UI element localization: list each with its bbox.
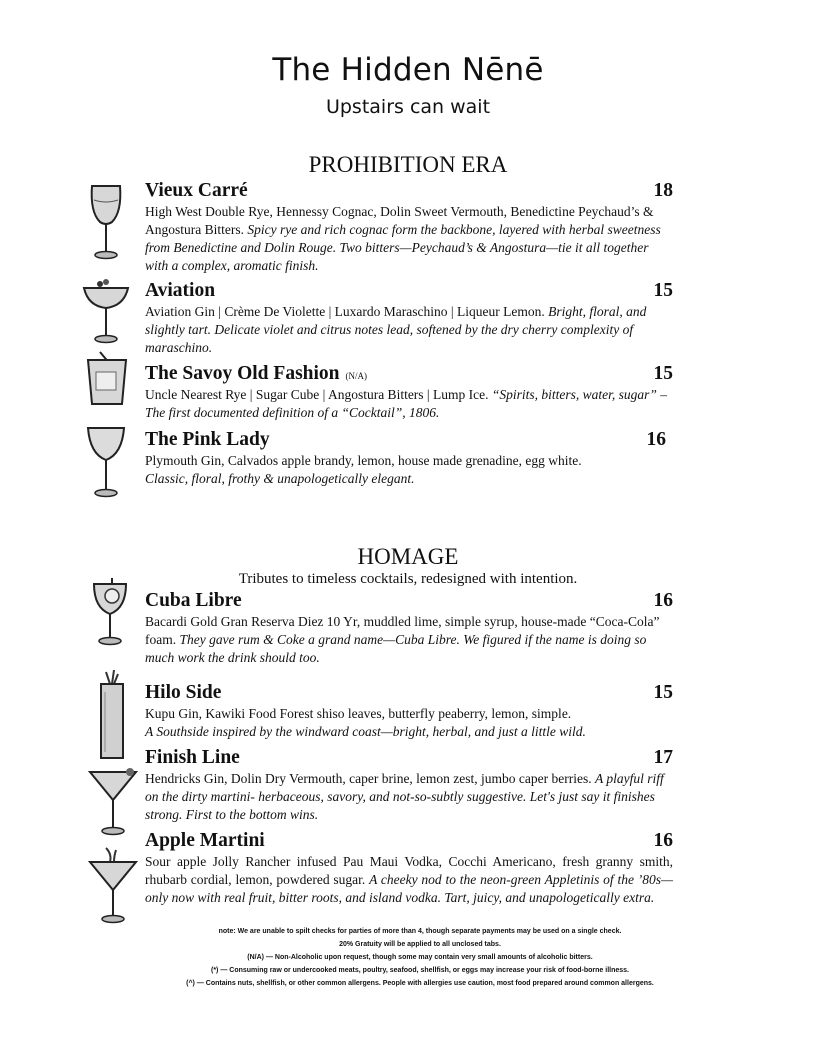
menu-item-apple-martini xyxy=(145,830,673,907)
item-ingredients: Plymouth Gin, Calvados apple brandy, lemon, house made grenadine, egg white. xyxy=(145,453,582,468)
apple-martini-glass-icon xyxy=(86,846,140,926)
menu-item-finish-line xyxy=(145,747,673,824)
item-price: 18 xyxy=(653,180,673,201)
cocktail-glass-icon xyxy=(82,424,130,500)
section-title-homage: HOMAGE xyxy=(357,544,459,569)
menu-item-aviation xyxy=(145,280,673,357)
item-name: The Savoy Old Fashion xyxy=(145,363,340,384)
note-gratuity: 20% Gratuity will be applied to all unclosed tabs. xyxy=(339,941,501,948)
item-description: A cheeky nod to the neon-green Appletinis of the ’80s—only now with real fruit, bitter roots, and island vodka. Tart, juicy, and unapologetically extra. xyxy=(145,872,674,905)
collins-glass-icon xyxy=(96,670,128,762)
item-ingredients: Bacardi Gold Gran Reserva Diez 10 Yr, muddled lime, simple syrup, house-made “Coca-Cola” foam. xyxy=(145,614,660,647)
section-title-prohibition: PROHIBITION ERA xyxy=(308,152,508,177)
item-ingredients: Aviation Gin | Crème De Violette | Luxardo Maraschino | Liqueur Lemon. xyxy=(145,304,545,319)
item-name: Apple Martini xyxy=(145,830,265,851)
restaurant-title: The Hidden Nēnē xyxy=(272,52,544,88)
item-name: The Pink Lady xyxy=(145,429,270,450)
item-price: 16 xyxy=(646,429,666,450)
item-description: Classic, floral, frothy & unapologetically elegant. xyxy=(145,471,415,486)
item-ingredients: Sour apple Jolly Rancher infused Pau Maui Vodka, Cocchi Americano, fresh granny smith, rhubarb cordial, lemon, powdered sugar. xyxy=(145,854,673,887)
item-ingredients: Kupu Gin, Kawiki Food Forest shiso leaves, butterfly peaberry, lemon, simple. xyxy=(145,706,572,721)
item-name: Cuba Libre xyxy=(145,590,242,611)
item-name: Aviation xyxy=(145,280,216,301)
note-allergens: (^) — Contains nuts, shellfish, or other common allergens. People with allergies use caution, most food prepared around common allergens. xyxy=(186,980,654,987)
section-subtitle-homage: Tributes to timeless cocktails, redesigned with intention. xyxy=(238,571,578,587)
footer-notes xyxy=(120,927,720,992)
item-ingredients: Uncle Nearest Rye | Sugar Cube | Angostura Bitters | Lump Ice. xyxy=(145,387,489,402)
item-price: 16 xyxy=(653,830,673,851)
non-alcoholic-tag: (N/A) xyxy=(345,371,368,381)
item-description: Spicy rye and rich cognac form the backbone, layered with herbal sweetness from Benedictine and Dolin Rouge. Two bitters—Peychaud’s & Angostura—tie it all together with a complex, aromatic finish. xyxy=(145,222,661,273)
note-raw-food: (*) — Consuming raw or undercooked meats, poultry, seafood, shellfish, or eggs may increase your risk of food-borne illness. xyxy=(210,967,629,974)
menu-item-cuba-libre xyxy=(145,590,673,667)
menu-item-savoy-old-fashion xyxy=(145,363,673,422)
item-description: “Spirits, bitters, water, sugar” – The first documented definition of a “Cocktail”, 1806. xyxy=(145,387,668,420)
item-price: 16 xyxy=(653,590,673,611)
item-description: A Southside inspired by the windward coast—bright, herbal, and just a little wild. xyxy=(145,724,586,739)
item-name: Hilo Side xyxy=(145,682,222,703)
martini-glass-icon xyxy=(86,766,140,838)
menu-item-hilo-side xyxy=(145,682,673,741)
tagline: Upstairs can wait xyxy=(325,96,491,118)
wine-glass-icon xyxy=(82,182,130,262)
note-non-alcoholic: (N/A) — Non-Alcoholic upon request, though some may contain very small amounts of alcoholic bitters. xyxy=(247,954,593,961)
note-split-checks: note: We are unable to spilt checks for parties of more than 4, though separate payments may be used on a single check. xyxy=(218,928,622,935)
item-price: 15 xyxy=(653,280,673,301)
menu-item-pink-lady xyxy=(145,429,666,488)
item-name: Finish Line xyxy=(145,747,240,768)
item-ingredients: High West Double Rye, Hennessy Cognac, Dolin Sweet Vermouth, Benedictine Peychaud’s & Angostura Bitters. xyxy=(145,204,654,237)
item-description: Bright, floral, and slightly tart. Delicate violet and citrus notes lead, softened by the dry cherry complexity of maraschino. xyxy=(145,304,647,355)
menu-item-vieux-carre xyxy=(145,180,673,275)
rocks-glass-icon xyxy=(84,350,130,408)
item-price: 15 xyxy=(653,363,673,384)
goblet-glass-icon xyxy=(86,576,134,648)
item-ingredients: Hendricks Gin, Dolin Dry Vermouth, caper brine, lemon zest, jumbo caper berries. xyxy=(145,771,592,786)
coupe-glass-icon xyxy=(78,276,134,346)
item-price: 15 xyxy=(653,682,673,703)
item-description: They gave rum & Coke a grand name—Cuba Libre. We figured if the name is doing so much work the drink should too. xyxy=(145,632,647,665)
item-price: 17 xyxy=(653,747,673,768)
item-description: A playful riff on the dirty martini- herbaceous, savory, and not-so-subtly suggestive. Let's just say it finishes strong. First to the bottom wins. xyxy=(145,771,664,822)
item-name: Vieux Carré xyxy=(145,180,248,201)
